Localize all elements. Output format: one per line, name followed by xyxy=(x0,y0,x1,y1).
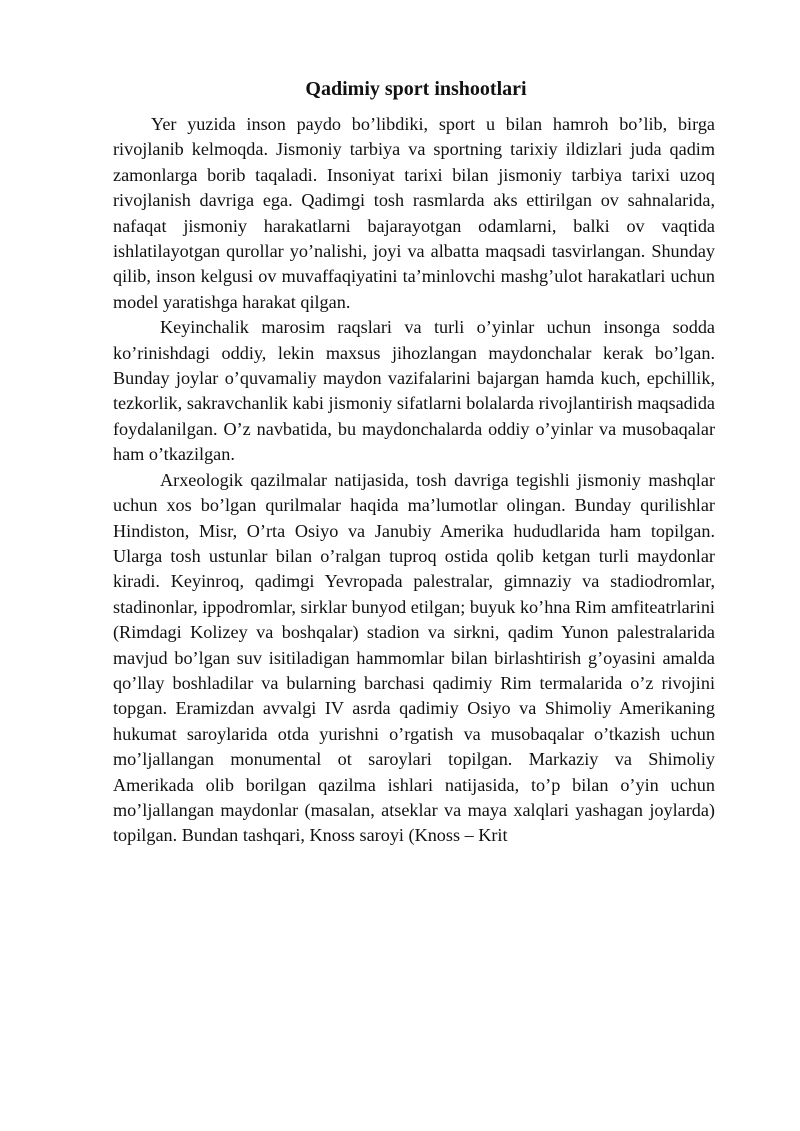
paragraph-2: Keyinchalik marosim raqslari va turli o’yinlar uchun insonga sodda ko’rinishdagi oddiy, lekin maxsus jihozlangan maydonchalar kerak bo’lgan. Bunday joylar o’quvamaliy maydon vazifalarini bajargan hamda kuch, epchillik, tezkorlik, sakravchanlik kabi jismoniy sifatlarni bolalarda rivojlantirish maqsadida foydalanilgan. O’z navbatida, bu maydonchalarda oddiy o’yinlar va musobaqalar ham o’tkazilgan. xyxy=(113,317,715,465)
document-title: Qadimiy sport inshootlari xyxy=(305,78,527,100)
paragraph-3: Arxeologik qazilmalar natijasida, tosh davriga tegishli jismoniy mashqlar uchun xos bo’lgan qurilmalar haqida ma’lumotlar olingan. Bunday qurilishlar Hindiston, Misr, O’rta Osiyo va Janubiy Amerika hududlarida ham topilgan. Ularga tosh ustunlar bilan o’ralgan tuproq ostida qolib ketgan turli maydonlar kiradi. Keyinroq, qadimgi Yevropada palestralar, gimnaziy va stadiodromlar, stadinonlar, ippodromlar, sirklar bunyod etilgan; buyuk ko’hna Rim amfiteatrlarini (Rimdagi Kolizey va boshqalar) stadion va sirkni, qadim Yunon palestralarida mavjud bo’lgan suv isitiladigan hammomlar bilan birlashtirish g’oyasini amalda qo’llay boshladilar va bularning barchasi qadimiy Rim termalarida o’z rivojini topgan. Eramizdan avvalgi IV asrda qadimiy Osiyo va Shimoliy Amerikaning hukumat saroylarida otda yurishni o’rgatish va musobaqalar o’tkazish uchun mo’ljallangan monumental ot saroylari topilgan. Markaziy va Shimoliy Amerikada olib borilgan qazilma ishlari natijasida, to’p bilan o’yin uchun mo’ljallangan maydonlar (masalan, atseklar va maya xalqlari yashagan joylarda) topilgan. Bundan tashqari, Knoss saroyi (Knoss – Krit xyxy=(113,469,715,846)
document-body xyxy=(113,112,715,849)
paragraph-1: Yer yuzida inson paydo bo’libdiki, sport u bilan hamroh bo’lib, birga rivojlanib kelmoqda. Jismoniy tarbiya va sportning tarixiy ildizlari juda qadim zamonlarga borib taqaladi. Insoniyat tarixi bilan jismoniy tarbiya tarixi uzoq rivojlanish davriga ega. Qadimgi tosh rasmlarda aks ettirilgan ov sahnalarida, nafaqat jismoniy harakatlarni bajarayotgan odamlarni, balki ov vaqtida ishlatilayotgan qurollar yo’nalishi, joyi va albatta maqsadi tasvirlangan. Shunday qilib, inson kelgusi ov muvaffaqiyatini ta’minlovchi mashg’ulot harakatlari uchun model yaratishga harakat qilgan. xyxy=(113,114,715,312)
